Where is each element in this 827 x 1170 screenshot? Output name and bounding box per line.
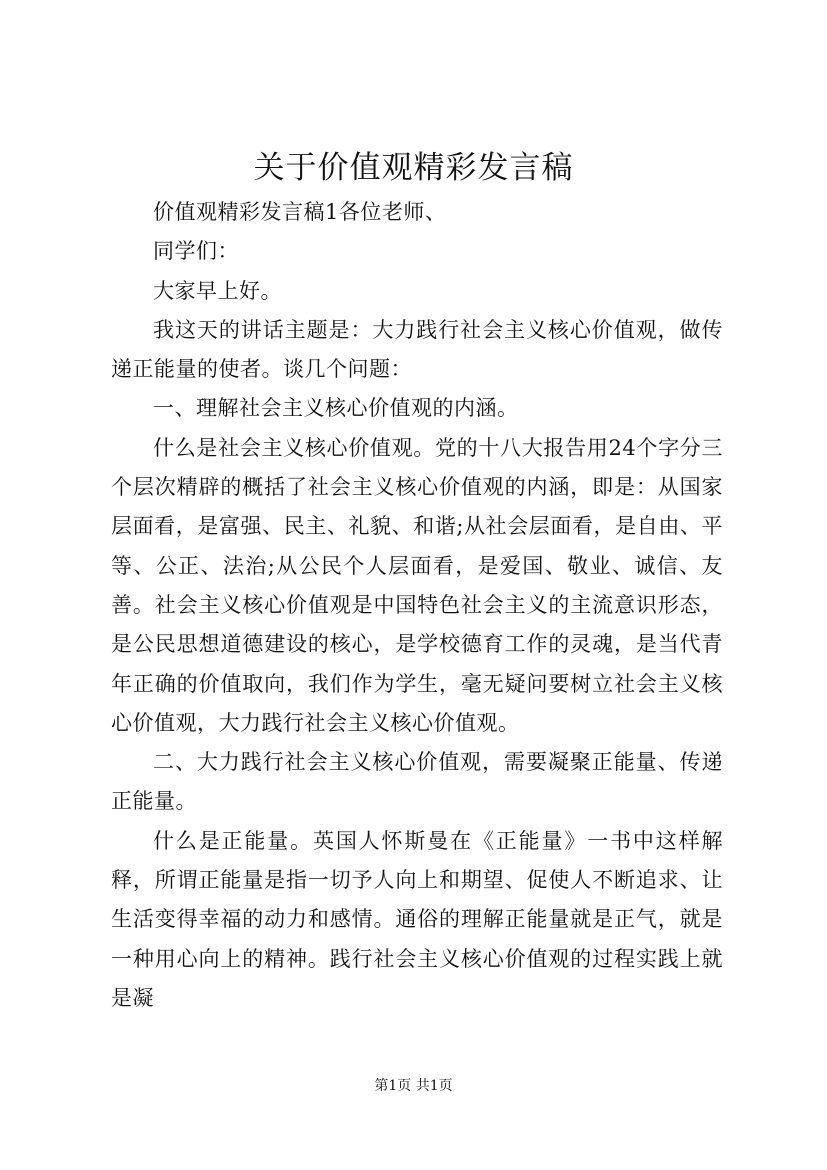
document-title: 关于价值观精彩发言稿 [253, 150, 574, 186]
paragraph-5: 一、理解社会主义核心价值观的内涵。 [153, 396, 519, 421]
paragraph-2: 同学们： [153, 239, 239, 264]
paragraph-8: 什么是正能量。英国人怀斯曼在《正能量》一书中这样解释，所谓正能量是指一切予人向上和期望、促使人不断追求、让生活变得幸福的动力和感情。通俗的理解正能量就是正气，就是一种用心向上的精神。践行社会主义核心价值观的过程实践上就是凝 [111, 828, 723, 1010]
paragraph-6: 什么是社会主义核心价值观。党的十八大报告用24个字分三个层次精辟的概括了社会主义核心价值观的内涵，即是：从国家层面看，是富强、民主、礼貌、和谐;从社会层面看，是自由、平等、公正、法治;从公民个人层面看，是爱国、敬业、诚信、友善。社会主义核心价值观是中国特色社会主义的主流意识形态，是公民思想道德建设的核心，是学校德育工作的灵魂，是当代青年正确的价值取向，我们作为学生，毫无疑问要树立社会主义核心价值观，大力践行社会主义核心价值观。 [111, 435, 723, 735]
paragraph-7: 二、大力践行社会主义核心价值观，需要凝聚正能量、传递正能量。 [111, 750, 723, 814]
paragraph-1: 价值观精彩发言稿1各位老师、 [153, 200, 447, 224]
paragraph-4: 我这天的讲话主题是：大力践行社会主义核心价值观，做传递正能量的使者。谈几个问题： [111, 317, 723, 382]
document-body [111, 193, 723, 1018]
paragraph-3: 大家早上好。 [153, 278, 282, 303]
page-footer: 第1页 共1页 [374, 1078, 453, 1094]
